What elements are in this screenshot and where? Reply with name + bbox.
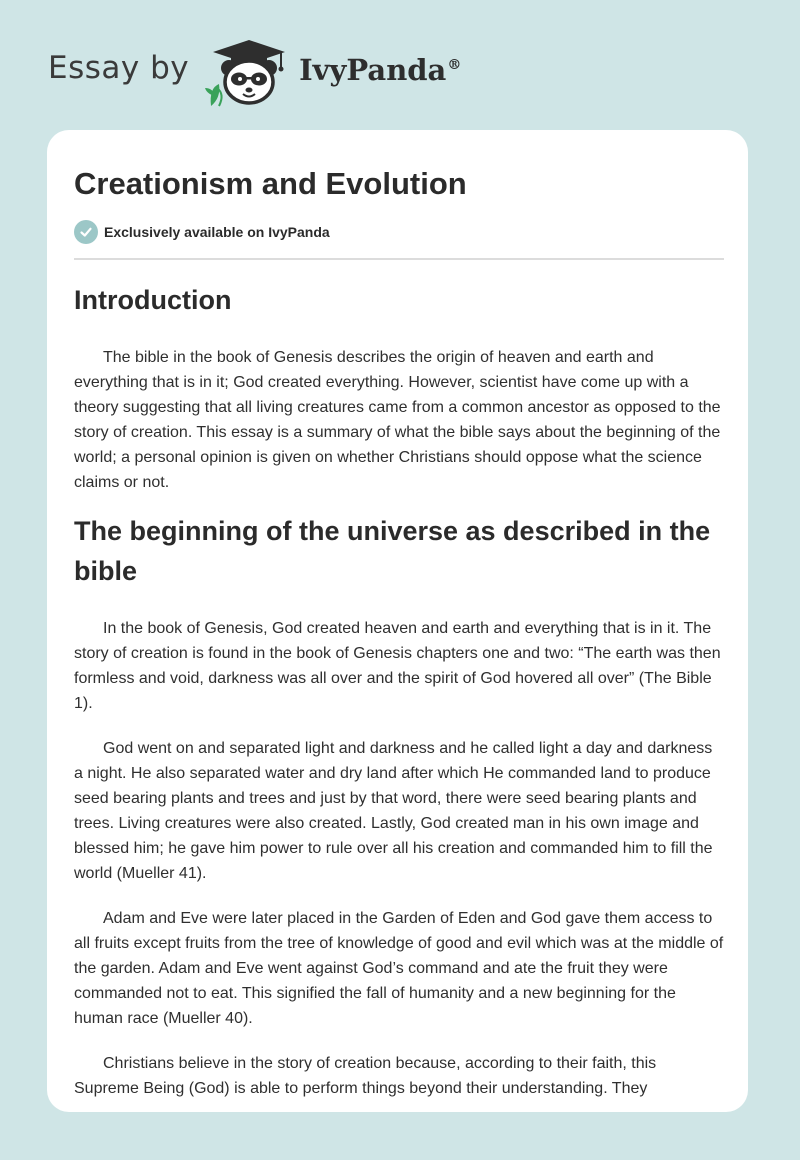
- exclusive-badge: [74, 219, 724, 245]
- paragraph: God went on and separated light and darkness and he called light a day and darkness a night. He also separated water and dry land after which He commanded land to produce seed bearing plants and trees and just by that word, there were seed bearing plants and trees. Living creatures were also created. Lastly, God created man in his own image and blessed him; he gave him power to rule over all his creation and commanded him to fill the world (Mueller 41).: [74, 740, 713, 882]
- panda-graduate-logo-icon: [203, 36, 295, 108]
- brand-prefix: Essay by: [48, 50, 190, 86]
- essay-card: [47, 130, 748, 1112]
- brand-name-text: IvyPanda: [299, 53, 447, 87]
- paragraph: Christians believe in the story of creation because, according to their faith, this Supreme Being (God) is able to perform things beyond their understanding. They: [74, 1055, 657, 1097]
- check-circle-icon: [74, 220, 98, 244]
- page-title: Creationism and Evolution: [74, 166, 467, 201]
- badge-text: Exclusively available on IvyPanda: [104, 224, 330, 240]
- section-heading-introduction: Introduction: [74, 285, 232, 315]
- paragraph: The bible in the book of Genesis describes the origin of heaven and earth and everything that is in it; God created everything. However, scientist have come up with a theory suggesting that all living creatures came from a common ancestor as opposed to the story of creation. This essay is a summary of what the bible says about the beginning of the world; a personal opinion is given on whether Christians should oppose what the science claims or not.: [74, 349, 721, 491]
- essay-content: [74, 130, 724, 1101]
- brand-name: [299, 53, 461, 87]
- registered-mark: ®: [447, 57, 462, 74]
- section-heading-beginning: The beginning of the universe as described in the bible: [74, 516, 711, 586]
- paragraph: In the book of Genesis, God created heaven and earth and everything that is in it. The story of creation is found in the book of Genesis chapters one and two: “The earth was then formless and void, darkness was all over and the spirit of God hovered all over” (The Bible 1).: [74, 620, 721, 712]
- brand-header[interactable]: [48, 36, 461, 108]
- divider: [74, 258, 724, 260]
- paragraph: Adam and Eve were later placed in the Garden of Eden and God gave them access to all fruits except fruits from the tree of knowledge of good and evil which was at the middle of the garden. Adam and Eve went against God’s command and ate the fruit they were commanded not to eat. This signified the fall of humanity and a new beginning for the human race (Mueller 40).: [74, 910, 724, 1027]
